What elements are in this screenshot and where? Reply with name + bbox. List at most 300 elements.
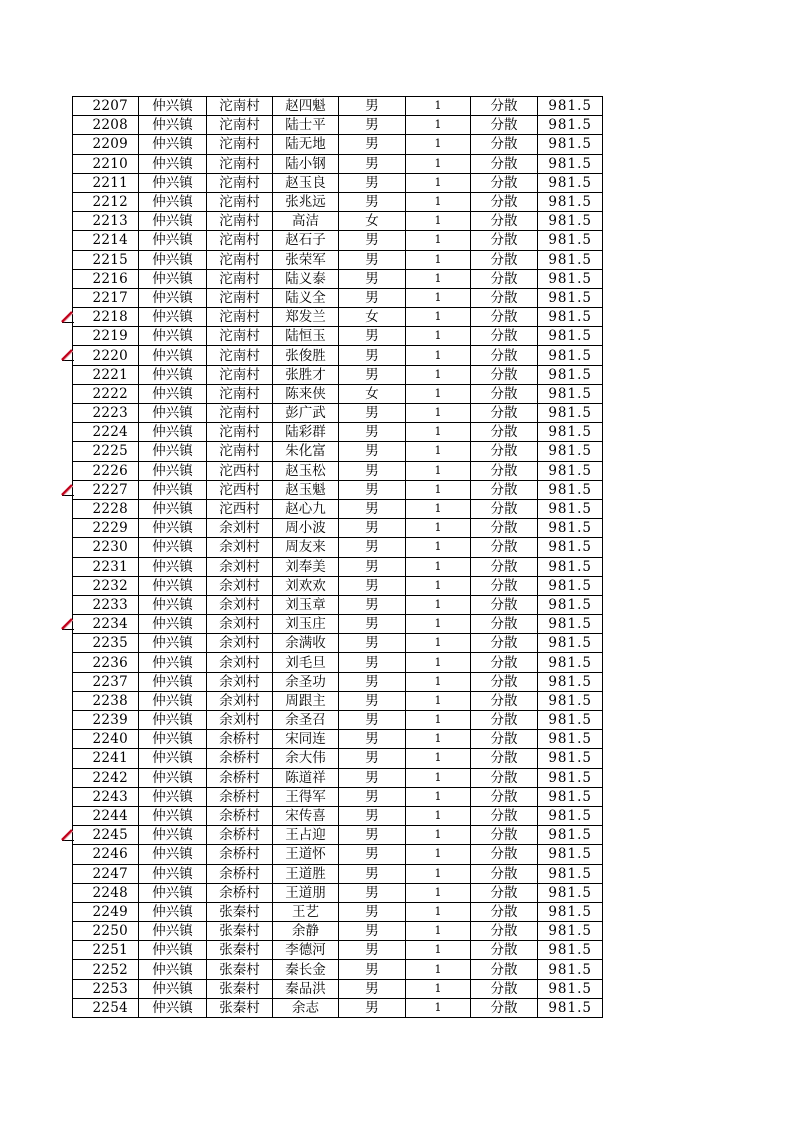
cell-id[interactable] — [73, 231, 139, 250]
cell-name[interactable] — [273, 979, 339, 998]
cell-amount[interactable] — [538, 499, 603, 518]
cell-name[interactable] — [273, 442, 339, 461]
cell-id[interactable] — [73, 288, 139, 307]
cell-type[interactable] — [471, 308, 538, 327]
cell-amount[interactable] — [538, 442, 603, 461]
cell-count[interactable] — [406, 308, 471, 327]
cell-type[interactable] — [471, 902, 538, 921]
cell-town[interactable] — [139, 231, 207, 250]
cell-amount[interactable] — [538, 461, 603, 480]
cell-amount[interactable] — [538, 615, 603, 634]
cell-sex[interactable] — [339, 308, 406, 327]
cell-sex[interactable] — [339, 691, 406, 710]
cell-name[interactable] — [273, 423, 339, 442]
cell-sex[interactable] — [339, 288, 406, 307]
cell-count[interactable] — [406, 116, 471, 135]
cell-type[interactable] — [471, 826, 538, 845]
cell-count[interactable] — [406, 97, 471, 116]
cell-type[interactable] — [471, 557, 538, 576]
cell-sex[interactable] — [339, 173, 406, 192]
cell-type[interactable] — [471, 212, 538, 231]
cell-type[interactable] — [471, 97, 538, 116]
cell-name[interactable] — [273, 941, 339, 960]
cell-name[interactable] — [273, 595, 339, 614]
cell-sex[interactable] — [339, 826, 406, 845]
cell-sex[interactable] — [339, 480, 406, 499]
cell-sex[interactable] — [339, 192, 406, 211]
cell-amount[interactable] — [538, 902, 603, 921]
cell-town[interactable] — [139, 883, 207, 902]
cell-name[interactable] — [273, 404, 339, 423]
cell-type[interactable] — [471, 346, 538, 365]
cell-type[interactable] — [471, 749, 538, 768]
cell-town[interactable] — [139, 941, 207, 960]
cell-village[interactable] — [207, 404, 273, 423]
cell-village[interactable] — [207, 576, 273, 595]
cell-town[interactable] — [139, 212, 207, 231]
cell-count[interactable] — [406, 711, 471, 730]
cell-id[interactable] — [73, 173, 139, 192]
cell-count[interactable] — [406, 346, 471, 365]
cell-village[interactable] — [207, 116, 273, 135]
cell-id[interactable] — [73, 672, 139, 691]
cell-amount[interactable] — [538, 154, 603, 173]
cell-name[interactable] — [273, 308, 339, 327]
cell-count[interactable] — [406, 461, 471, 480]
cell-sex[interactable] — [339, 250, 406, 269]
cell-village[interactable] — [207, 288, 273, 307]
cell-amount[interactable] — [538, 97, 603, 116]
cell-village[interactable] — [207, 557, 273, 576]
cell-sex[interactable] — [339, 615, 406, 634]
cell-town[interactable] — [139, 806, 207, 825]
cell-town[interactable] — [139, 902, 207, 921]
cell-type[interactable] — [471, 941, 538, 960]
cell-type[interactable] — [471, 806, 538, 825]
cell-id[interactable] — [73, 404, 139, 423]
cell-sex[interactable] — [339, 346, 406, 365]
cell-type[interactable] — [471, 845, 538, 864]
cell-amount[interactable] — [538, 423, 603, 442]
cell-town[interactable] — [139, 173, 207, 192]
cell-id[interactable] — [73, 979, 139, 998]
cell-village[interactable] — [207, 653, 273, 672]
cell-id[interactable] — [73, 250, 139, 269]
cell-town[interactable] — [139, 288, 207, 307]
cell-name[interactable] — [273, 231, 339, 250]
cell-id[interactable] — [73, 423, 139, 442]
cell-name[interactable] — [273, 173, 339, 192]
cell-town[interactable] — [139, 634, 207, 653]
cell-id[interactable] — [73, 595, 139, 614]
cell-village[interactable] — [207, 308, 273, 327]
cell-sex[interactable] — [339, 116, 406, 135]
cell-count[interactable] — [406, 653, 471, 672]
cell-sex[interactable] — [339, 404, 406, 423]
cell-sex[interactable] — [339, 998, 406, 1017]
cell-type[interactable] — [471, 519, 538, 538]
cell-id[interactable] — [73, 634, 139, 653]
cell-type[interactable] — [471, 116, 538, 135]
cell-count[interactable] — [406, 442, 471, 461]
cell-id[interactable] — [73, 576, 139, 595]
cell-count[interactable] — [406, 250, 471, 269]
cell-sex[interactable] — [339, 864, 406, 883]
cell-town[interactable] — [139, 404, 207, 423]
cell-name[interactable] — [273, 576, 339, 595]
cell-type[interactable] — [471, 231, 538, 250]
cell-town[interactable] — [139, 730, 207, 749]
cell-name[interactable] — [273, 97, 339, 116]
cell-count[interactable] — [406, 576, 471, 595]
cell-id[interactable] — [73, 154, 139, 173]
cell-village[interactable] — [207, 711, 273, 730]
cell-amount[interactable] — [538, 922, 603, 941]
cell-amount[interactable] — [538, 883, 603, 902]
cell-village[interactable] — [207, 749, 273, 768]
cell-id[interactable] — [73, 883, 139, 902]
cell-name[interactable] — [273, 902, 339, 921]
cell-id[interactable] — [73, 730, 139, 749]
cell-town[interactable] — [139, 768, 207, 787]
cell-name[interactable] — [273, 711, 339, 730]
cell-count[interactable] — [406, 557, 471, 576]
cell-town[interactable] — [139, 442, 207, 461]
cell-id[interactable] — [73, 653, 139, 672]
cell-name[interactable] — [273, 960, 339, 979]
cell-id[interactable] — [73, 691, 139, 710]
cell-id[interactable] — [73, 365, 139, 384]
cell-amount[interactable] — [538, 691, 603, 710]
cell-id[interactable] — [73, 97, 139, 116]
cell-count[interactable] — [406, 212, 471, 231]
cell-town[interactable] — [139, 595, 207, 614]
cell-count[interactable] — [406, 480, 471, 499]
cell-sex[interactable] — [339, 557, 406, 576]
cell-count[interactable] — [406, 864, 471, 883]
cell-count[interactable] — [406, 288, 471, 307]
cell-name[interactable] — [273, 787, 339, 806]
cell-count[interactable] — [406, 672, 471, 691]
cell-count[interactable] — [406, 922, 471, 941]
cell-amount[interactable] — [538, 711, 603, 730]
cell-village[interactable] — [207, 615, 273, 634]
cell-amount[interactable] — [538, 979, 603, 998]
cell-village[interactable] — [207, 135, 273, 154]
cell-sex[interactable] — [339, 672, 406, 691]
cell-village[interactable] — [207, 595, 273, 614]
cell-type[interactable] — [471, 423, 538, 442]
cell-amount[interactable] — [538, 595, 603, 614]
cell-town[interactable] — [139, 116, 207, 135]
cell-amount[interactable] — [538, 288, 603, 307]
pen-note-icon[interactable] — [61, 618, 75, 630]
cell-village[interactable] — [207, 384, 273, 403]
cell-type[interactable] — [471, 538, 538, 557]
cell-village[interactable] — [207, 826, 273, 845]
cell-id[interactable] — [73, 711, 139, 730]
cell-type[interactable] — [471, 691, 538, 710]
cell-sex[interactable] — [339, 538, 406, 557]
cell-village[interactable] — [207, 922, 273, 941]
cell-town[interactable] — [139, 480, 207, 499]
cell-type[interactable] — [471, 922, 538, 941]
cell-village[interactable] — [207, 480, 273, 499]
cell-town[interactable] — [139, 922, 207, 941]
cell-count[interactable] — [406, 423, 471, 442]
cell-id[interactable] — [73, 864, 139, 883]
cell-id[interactable] — [73, 998, 139, 1017]
cell-town[interactable] — [139, 538, 207, 557]
cell-id[interactable] — [73, 346, 139, 365]
cell-type[interactable] — [471, 250, 538, 269]
cell-town[interactable] — [139, 691, 207, 710]
cell-name[interactable] — [273, 634, 339, 653]
cell-count[interactable] — [406, 154, 471, 173]
cell-village[interactable] — [207, 365, 273, 384]
cell-type[interactable] — [471, 595, 538, 614]
cell-name[interactable] — [273, 327, 339, 346]
cell-type[interactable] — [471, 979, 538, 998]
cell-town[interactable] — [139, 845, 207, 864]
cell-amount[interactable] — [538, 672, 603, 691]
cell-name[interactable] — [273, 845, 339, 864]
cell-name[interactable] — [273, 499, 339, 518]
cell-village[interactable] — [207, 461, 273, 480]
cell-count[interactable] — [406, 327, 471, 346]
cell-village[interactable] — [207, 768, 273, 787]
cell-sex[interactable] — [339, 979, 406, 998]
cell-amount[interactable] — [538, 308, 603, 327]
pen-note-icon[interactable] — [61, 311, 75, 323]
cell-town[interactable] — [139, 711, 207, 730]
cell-town[interactable] — [139, 519, 207, 538]
cell-type[interactable] — [471, 864, 538, 883]
cell-amount[interactable] — [538, 231, 603, 250]
cell-sex[interactable] — [339, 384, 406, 403]
cell-sex[interactable] — [339, 749, 406, 768]
cell-sex[interactable] — [339, 634, 406, 653]
cell-name[interactable] — [273, 653, 339, 672]
cell-sex[interactable] — [339, 845, 406, 864]
cell-type[interactable] — [471, 499, 538, 518]
cell-sex[interactable] — [339, 154, 406, 173]
cell-name[interactable] — [273, 192, 339, 211]
cell-count[interactable] — [406, 519, 471, 538]
cell-id[interactable] — [73, 461, 139, 480]
cell-village[interactable] — [207, 787, 273, 806]
cell-sex[interactable] — [339, 883, 406, 902]
cell-name[interactable] — [273, 922, 339, 941]
cell-sex[interactable] — [339, 787, 406, 806]
cell-type[interactable] — [471, 135, 538, 154]
cell-name[interactable] — [273, 288, 339, 307]
cell-sex[interactable] — [339, 97, 406, 116]
cell-sex[interactable] — [339, 212, 406, 231]
cell-village[interactable] — [207, 538, 273, 557]
cell-amount[interactable] — [538, 557, 603, 576]
cell-name[interactable] — [273, 615, 339, 634]
cell-type[interactable] — [471, 327, 538, 346]
cell-amount[interactable] — [538, 864, 603, 883]
cell-town[interactable] — [139, 749, 207, 768]
cell-village[interactable] — [207, 960, 273, 979]
cell-village[interactable] — [207, 845, 273, 864]
cell-id[interactable] — [73, 960, 139, 979]
cell-town[interactable] — [139, 998, 207, 1017]
cell-town[interactable] — [139, 269, 207, 288]
cell-type[interactable] — [471, 365, 538, 384]
cell-amount[interactable] — [538, 845, 603, 864]
cell-amount[interactable] — [538, 519, 603, 538]
cell-sex[interactable] — [339, 576, 406, 595]
cell-name[interactable] — [273, 461, 339, 480]
cell-village[interactable] — [207, 864, 273, 883]
cell-amount[interactable] — [538, 730, 603, 749]
cell-village[interactable] — [207, 327, 273, 346]
cell-id[interactable] — [73, 768, 139, 787]
cell-village[interactable] — [207, 672, 273, 691]
cell-sex[interactable] — [339, 595, 406, 614]
cell-village[interactable] — [207, 691, 273, 710]
cell-type[interactable] — [471, 653, 538, 672]
cell-sex[interactable] — [339, 365, 406, 384]
cell-count[interactable] — [406, 749, 471, 768]
cell-count[interactable] — [406, 231, 471, 250]
cell-village[interactable] — [207, 979, 273, 998]
cell-id[interactable] — [73, 538, 139, 557]
cell-town[interactable] — [139, 672, 207, 691]
cell-name[interactable] — [273, 557, 339, 576]
cell-name[interactable] — [273, 538, 339, 557]
cell-town[interactable] — [139, 97, 207, 116]
cell-amount[interactable] — [538, 826, 603, 845]
cell-id[interactable] — [73, 749, 139, 768]
cell-village[interactable] — [207, 250, 273, 269]
cell-count[interactable] — [406, 135, 471, 154]
cell-count[interactable] — [406, 269, 471, 288]
cell-name[interactable] — [273, 519, 339, 538]
cell-id[interactable] — [73, 384, 139, 403]
cell-town[interactable] — [139, 826, 207, 845]
cell-count[interactable] — [406, 499, 471, 518]
cell-count[interactable] — [406, 595, 471, 614]
cell-type[interactable] — [471, 768, 538, 787]
cell-id[interactable] — [73, 519, 139, 538]
cell-type[interactable] — [471, 480, 538, 499]
cell-count[interactable] — [406, 902, 471, 921]
cell-village[interactable] — [207, 269, 273, 288]
cell-id[interactable] — [73, 787, 139, 806]
cell-id[interactable] — [73, 308, 139, 327]
cell-type[interactable] — [471, 461, 538, 480]
cell-village[interactable] — [207, 423, 273, 442]
cell-amount[interactable] — [538, 480, 603, 499]
cell-village[interactable] — [207, 883, 273, 902]
pen-note-icon[interactable] — [61, 484, 75, 496]
cell-amount[interactable] — [538, 538, 603, 557]
cell-village[interactable] — [207, 192, 273, 211]
cell-count[interactable] — [406, 538, 471, 557]
cell-name[interactable] — [273, 806, 339, 825]
cell-id[interactable] — [73, 442, 139, 461]
cell-id[interactable] — [73, 922, 139, 941]
cell-town[interactable] — [139, 308, 207, 327]
cell-name[interactable] — [273, 346, 339, 365]
cell-amount[interactable] — [538, 404, 603, 423]
cell-amount[interactable] — [538, 634, 603, 653]
cell-sex[interactable] — [339, 519, 406, 538]
cell-town[interactable] — [139, 192, 207, 211]
cell-id[interactable] — [73, 557, 139, 576]
cell-sex[interactable] — [339, 231, 406, 250]
cell-amount[interactable] — [538, 173, 603, 192]
cell-sex[interactable] — [339, 461, 406, 480]
cell-type[interactable] — [471, 883, 538, 902]
cell-count[interactable] — [406, 845, 471, 864]
cell-name[interactable] — [273, 864, 339, 883]
cell-town[interactable] — [139, 384, 207, 403]
cell-town[interactable] — [139, 423, 207, 442]
cell-amount[interactable] — [538, 806, 603, 825]
cell-amount[interactable] — [538, 250, 603, 269]
cell-town[interactable] — [139, 615, 207, 634]
cell-town[interactable] — [139, 327, 207, 346]
cell-count[interactable] — [406, 787, 471, 806]
cell-type[interactable] — [471, 634, 538, 653]
cell-amount[interactable] — [538, 212, 603, 231]
cell-name[interactable] — [273, 212, 339, 231]
cell-amount[interactable] — [538, 192, 603, 211]
cell-count[interactable] — [406, 941, 471, 960]
cell-count[interactable] — [406, 173, 471, 192]
cell-town[interactable] — [139, 135, 207, 154]
cell-id[interactable] — [73, 845, 139, 864]
cell-town[interactable] — [139, 557, 207, 576]
cell-id[interactable] — [73, 135, 139, 154]
cell-village[interactable] — [207, 998, 273, 1017]
cell-count[interactable] — [406, 691, 471, 710]
cell-sex[interactable] — [339, 269, 406, 288]
cell-town[interactable] — [139, 346, 207, 365]
cell-id[interactable] — [73, 269, 139, 288]
cell-sex[interactable] — [339, 653, 406, 672]
cell-town[interactable] — [139, 250, 207, 269]
cell-id[interactable] — [73, 480, 139, 499]
cell-name[interactable] — [273, 826, 339, 845]
cell-type[interactable] — [471, 672, 538, 691]
cell-count[interactable] — [406, 384, 471, 403]
cell-type[interactable] — [471, 269, 538, 288]
cell-name[interactable] — [273, 384, 339, 403]
cell-sex[interactable] — [339, 902, 406, 921]
pen-note-icon[interactable] — [61, 349, 75, 361]
cell-amount[interactable] — [538, 327, 603, 346]
cell-town[interactable] — [139, 576, 207, 595]
cell-town[interactable] — [139, 979, 207, 998]
cell-village[interactable] — [207, 442, 273, 461]
cell-amount[interactable] — [538, 135, 603, 154]
cell-village[interactable] — [207, 902, 273, 921]
cell-count[interactable] — [406, 615, 471, 634]
cell-town[interactable] — [139, 960, 207, 979]
cell-id[interactable] — [73, 327, 139, 346]
cell-sex[interactable] — [339, 499, 406, 518]
cell-count[interactable] — [406, 979, 471, 998]
cell-town[interactable] — [139, 461, 207, 480]
cell-type[interactable] — [471, 384, 538, 403]
cell-name[interactable] — [273, 672, 339, 691]
